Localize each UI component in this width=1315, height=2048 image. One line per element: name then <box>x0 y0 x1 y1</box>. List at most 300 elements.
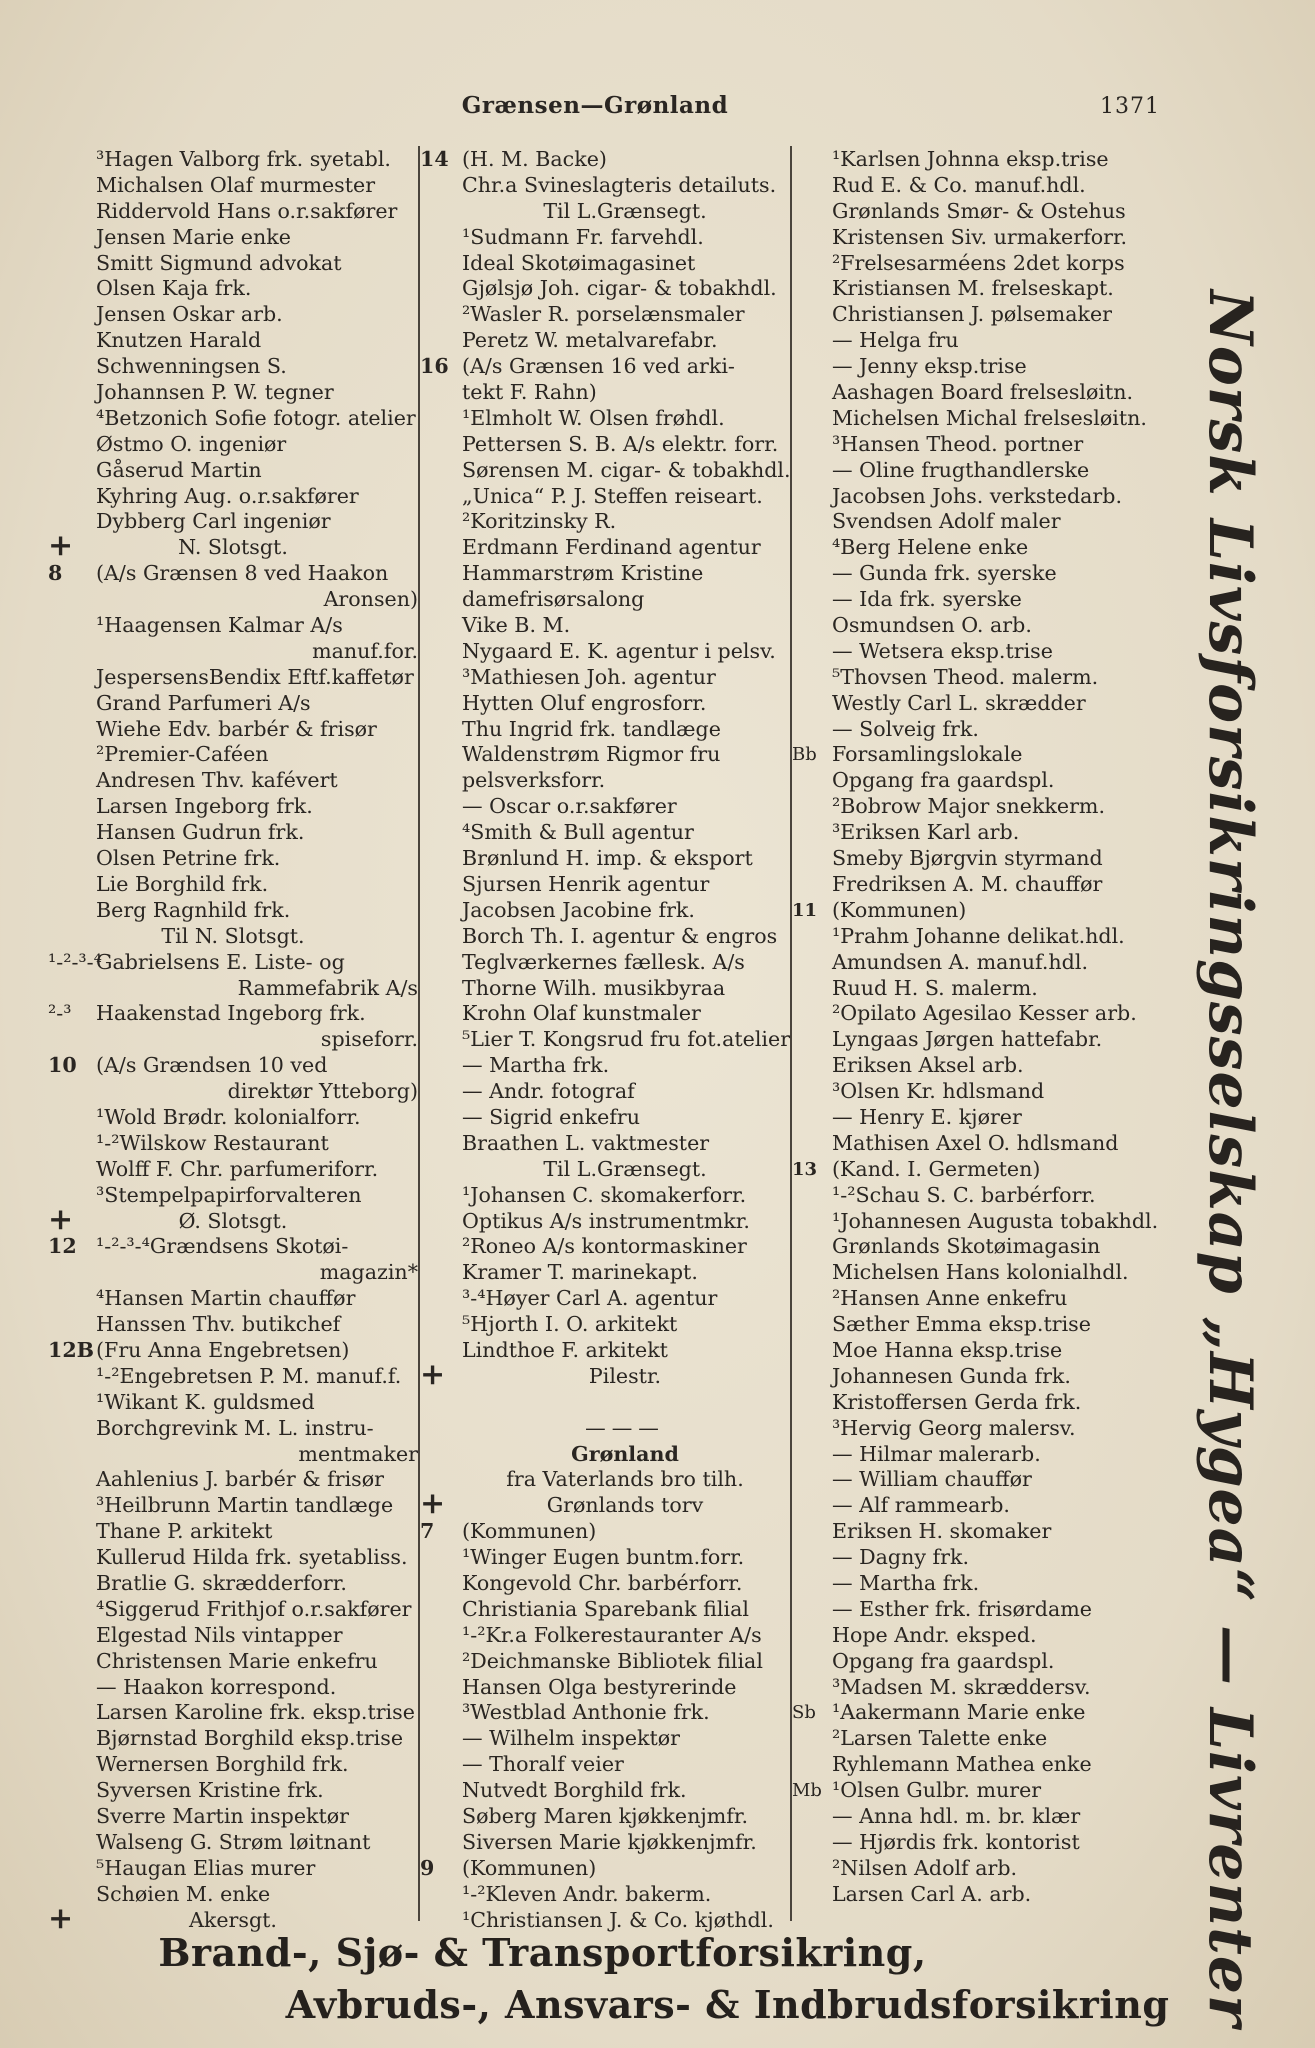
directory-entry <box>420 1338 788 1364</box>
directory-entry <box>420 1131 788 1157</box>
entry-text: Eriksen H. skomaker <box>832 1519 1052 1544</box>
entry-text: ³Hervig Georg malersv. <box>832 1415 1076 1440</box>
directory-entry <box>48 458 418 484</box>
directory-entry <box>792 1390 1162 1416</box>
directory-entry <box>792 1752 1162 1778</box>
directory-entry <box>48 276 418 302</box>
directory-entry <box>420 251 788 277</box>
entry-text: Hammarstrøm Kristine <box>462 561 704 586</box>
entry-text: (Kommunen) <box>462 1855 597 1880</box>
entry-text: Eriksen Aksel arb. <box>832 1053 1024 1078</box>
directory-entry <box>48 328 418 354</box>
entry-text: ³Eriksen Karl arb. <box>832 820 1020 845</box>
entry-text: ⁴Berg Helene enke <box>832 535 1029 560</box>
entry-text: Sverre Martin inspektør <box>96 1804 350 1828</box>
entry-text: (Kommunen) <box>832 897 967 922</box>
directory-entry <box>48 406 418 432</box>
entry-text: — Martha frk. <box>462 1053 610 1078</box>
entry-text: Johannesen Gunda frk. <box>832 1363 1071 1388</box>
directory-entry <box>48 1105 418 1131</box>
entry-text: — Hjørdis frk. kontorist <box>832 1829 1080 1854</box>
street-heading: Grønland <box>571 1441 679 1466</box>
entry-text: Grønlands torv <box>546 1493 704 1518</box>
entry-text: ³Westblad Anthonie frk. <box>462 1700 710 1725</box>
entry-text: — Martha frk. <box>832 1570 980 1595</box>
directory-entry <box>792 950 1162 976</box>
directory-entry <box>420 354 788 380</box>
directory-entry <box>792 1700 1162 1726</box>
directory-entry <box>792 1882 1162 1908</box>
directory-entry <box>792 1416 1162 1442</box>
entry-text: ²Opilato Agesilao Kesser arb. <box>832 1001 1137 1026</box>
directory-entry <box>420 1390 788 1416</box>
directory-entry <box>420 898 788 924</box>
entry-text: ¹Wikant K. guldsmed <box>96 1389 315 1414</box>
entry-text: Opgang fra gaardspl. <box>832 768 1055 793</box>
directory-entry <box>792 1442 1162 1468</box>
directory-entry <box>48 613 418 639</box>
directory-entry <box>420 1053 788 1079</box>
directory-entry <box>48 1416 418 1442</box>
directory-entry <box>420 225 788 251</box>
entry-text: Ruud H. S. malerm. <box>832 975 1038 1000</box>
entry-text: Til L.Grænsegt. <box>543 198 707 223</box>
directory-entry <box>792 976 1162 1002</box>
entry-text: Hope Andr. eksped. <box>832 1622 1037 1647</box>
directory-entry <box>792 1597 1162 1623</box>
directory-entry <box>792 1105 1162 1131</box>
entry-text: ⁵Thovsen Theod. malerm. <box>832 664 1099 689</box>
entry-text: Thorne Wilh. musikbyraa <box>462 975 726 1000</box>
directory-entry <box>420 1649 788 1675</box>
directory-entry <box>792 1027 1162 1053</box>
directory-entry <box>48 1312 418 1338</box>
entry-text: Smeby Bjørgvin styrmand <box>832 846 1103 871</box>
footer-ad-line-2: Avbruds-, Ansvars- & Indbrudsforsikring <box>285 1982 1170 2027</box>
directory-entry <box>420 1183 788 1209</box>
directory-entry <box>48 665 418 691</box>
entry-text: Kongevold Chr. barbérforr. <box>462 1570 743 1595</box>
directory-entry <box>792 1079 1162 1105</box>
directory-entry <box>420 950 788 976</box>
directory-entry <box>792 1804 1162 1830</box>
directory-entry <box>420 406 788 432</box>
entry-text: ——— <box>585 1415 665 1440</box>
directory-entry <box>792 1467 1162 1493</box>
directory-column-2 <box>420 147 791 1933</box>
house-number: 10 <box>48 1053 77 1078</box>
directory-entry <box>48 1183 418 1209</box>
directory-entry <box>792 1623 1162 1649</box>
directory-entry <box>792 587 1162 613</box>
directory-entry <box>792 1338 1162 1364</box>
directory-entry <box>792 820 1162 846</box>
directory-entry <box>420 1726 788 1752</box>
entry-text: Kullerud Hilda frk. syetabliss. <box>96 1545 408 1570</box>
entry-text: — Wilhelm inspektør <box>462 1726 681 1751</box>
entry-text: Sæther Emma eksp.trise <box>832 1312 1091 1337</box>
entry-text: (A/s Grænsen 16 ved arki- <box>462 354 735 379</box>
entry-text: Kramer T. marinekapt. <box>462 1260 698 1285</box>
directory-entry <box>48 225 418 251</box>
entry-text: Larsen Carl A. arb. <box>832 1881 1032 1906</box>
entry-text: ²Hansen Anne enkefru <box>832 1286 1068 1311</box>
directory-entry <box>420 380 788 406</box>
house-number: 8 <box>48 561 63 586</box>
entry-text: „Unica“ P. J. Steffen reiseart. <box>462 483 763 508</box>
directory-entry <box>48 872 418 898</box>
entry-text: Kristoffersen Gerda frk. <box>832 1389 1082 1414</box>
entry-text: Brønlund H. imp. & eksport <box>462 846 753 871</box>
entry-text: Aahlenius J. barbér & frisør <box>96 1467 384 1492</box>
directory-entry <box>48 1493 418 1519</box>
directory-entry <box>48 1364 418 1390</box>
directory-entry <box>48 432 418 458</box>
directory-entry <box>792 251 1162 277</box>
cross-street-marker: + <box>48 1900 74 1936</box>
entry-text: Mathisen Axel O. hdlsmand <box>832 1130 1119 1155</box>
entry-text: Amundsen A. manuf.hdl. <box>832 949 1088 974</box>
directory-entry <box>420 1700 788 1726</box>
entry-text: Nygaard E. K. agentur i pelsv. <box>462 638 776 663</box>
directory-entry <box>48 380 418 406</box>
directory-entry <box>420 717 788 743</box>
entry-text: Sjursen Henrik agentur <box>462 871 710 896</box>
entry-text: Johannsen P. W. tegner <box>96 380 334 405</box>
entry-text: ¹Christiansen J. & Co. kjøthdl. <box>462 1907 774 1932</box>
entry-text: — Wetsera eksp.trise <box>832 638 1053 663</box>
directory-entry <box>420 432 788 458</box>
directory-entry <box>792 302 1162 328</box>
directory-entry <box>420 1260 788 1286</box>
entry-text: Hytten Oluf engrosforr. <box>462 690 707 715</box>
entry-text: Svendsen Adolf maler <box>832 509 1061 534</box>
directory-entry <box>792 613 1162 639</box>
entry-text: Schwenningsen S. <box>96 354 287 379</box>
directory-entry <box>48 1286 418 1312</box>
footer-ad-line-1: Brand-, Sjø- & Transportforsikring, <box>158 1930 927 1975</box>
directory-entry <box>48 1467 418 1493</box>
directory-entry <box>792 1571 1162 1597</box>
directory-entry <box>48 1649 418 1675</box>
directory-entry <box>48 1882 418 1908</box>
directory-entry <box>420 820 788 846</box>
directory-entry <box>420 1486 788 1522</box>
entry-text: ¹-²Kleven Andr. bakerm. <box>462 1881 712 1906</box>
entry-text: ²Nilsen Adolf arb. <box>832 1855 1018 1880</box>
entry-text: Waldenstrøm Rigmor fru <box>462 742 721 767</box>
entry-text: manuf.for. <box>312 638 418 663</box>
directory-entry <box>48 1545 418 1571</box>
entry-text: Krohn Olaf kunstmaler <box>462 1001 701 1026</box>
directory-entry <box>420 199 788 225</box>
entry-text: Ø. Slotsgt. <box>178 1208 288 1233</box>
entry-text: ³Mathiesen Joh. agentur <box>462 664 716 689</box>
directory-entry <box>420 1467 788 1493</box>
directory-entry <box>48 1830 418 1856</box>
directory-entry <box>792 1286 1162 1312</box>
directory-entry <box>792 1364 1162 1390</box>
directory-entry <box>48 1079 418 1105</box>
directory-entry <box>48 1700 418 1726</box>
entry-text: ¹-²Schau S. C. barbérforr. <box>832 1182 1096 1207</box>
entry-text: Erdmann Ferdinand agentur <box>462 535 761 560</box>
directory-entry <box>420 457 791 484</box>
directory-entry <box>48 1752 418 1778</box>
cross-street-marker: + <box>48 1201 74 1237</box>
entry-text: ²Bobrow Major snekkerm. <box>832 794 1106 819</box>
entry-text: Larsen Ingeborg frk. <box>96 794 313 819</box>
entry-text: Moe Hanna eksp.trise <box>832 1337 1063 1362</box>
directory-entry <box>420 1442 788 1468</box>
directory-entry <box>792 1183 1162 1209</box>
entry-text: — Gunda frk. syerske <box>832 561 1057 586</box>
page-title: Grænsen—Grønland <box>461 92 729 119</box>
entry-text: ²Deichmanske Bibliotek filial <box>462 1648 763 1673</box>
directory-entry <box>792 380 1162 406</box>
entry-text: Hanssen Thv. butikchef <box>96 1312 341 1337</box>
entry-text: ¹Elmholt W. Olsen frøhdl. <box>462 405 725 430</box>
entry-text: ¹Sudmann Fr. farvehdl. <box>462 224 704 249</box>
directory-entry <box>48 484 418 510</box>
directory-entry <box>48 742 418 768</box>
entry-text: Knutzen Harald <box>96 328 262 353</box>
directory-entry <box>420 976 788 1002</box>
entry-text: Siversen Marie kjøkkenjmfr. <box>462 1829 757 1854</box>
directory-entry <box>420 1001 788 1027</box>
entry-text: Gåserud Martin <box>96 457 262 482</box>
entry-text: Til L.Grænsegt. <box>543 1156 707 1181</box>
entry-text: Grand Parfumeri A/s <box>96 690 311 715</box>
entry-text: ⁴Hansen Martin chauffør <box>96 1286 356 1311</box>
directory-entry <box>420 1157 788 1183</box>
vertical-advertisement <box>1195 290 1275 2028</box>
entry-text: ²Roneo A/s kontormaskiner <box>462 1234 747 1259</box>
entry-text: ¹-²Engebretsen P. M. manuf.f. <box>96 1363 402 1388</box>
directory-entry <box>48 302 418 328</box>
directory-entry <box>48 1519 418 1545</box>
directory-entry <box>48 1442 418 1468</box>
entry-text: Til N. Slotsgt. <box>161 923 305 948</box>
directory-entry <box>420 742 788 768</box>
directory-entry <box>420 1027 791 1053</box>
entry-text: Braathen L. vaktmester <box>462 1130 710 1155</box>
entry-text: Wernersen Borghild frk. <box>96 1752 349 1777</box>
entry-text: (A/s Grændsen 10 ved <box>96 1053 328 1078</box>
entry-text: Westly Carl L. skrædder <box>832 690 1086 715</box>
directory-entry <box>792 639 1162 665</box>
entry-text: ⁵Haugan Elias murer <box>96 1855 316 1880</box>
entry-text: — Dagny frk. <box>832 1545 970 1570</box>
entry-text: Pettersen S. B. A/s elektr. forr. <box>462 431 779 456</box>
entry-text: JespersensBendix Eftf.kaffetør <box>96 664 414 689</box>
directory-entry <box>420 1571 788 1597</box>
directory-entry <box>792 1312 1162 1338</box>
entry-text: (Fru Anna Engebretsen) <box>96 1337 350 1362</box>
directory-entry <box>792 717 1162 743</box>
entry-text: Rud E. & Co. manuf.hdl. <box>832 172 1086 197</box>
directory-entry <box>48 768 418 794</box>
entry-text: — Sigrid enkefru <box>462 1104 641 1129</box>
directory-entry <box>48 1001 418 1027</box>
entry-text: Ideal Skotøimagasinet <box>462 250 696 275</box>
directory-entry <box>792 1726 1162 1752</box>
entry-text: — William chauffør <box>832 1467 1032 1492</box>
directory-entry <box>48 1157 418 1183</box>
entry-text: Hansen Gudrun frk. <box>96 820 305 845</box>
entry-text: Walseng G. Strøm løitnant <box>96 1829 371 1854</box>
directory-entry <box>420 1675 788 1701</box>
directory-entry <box>48 898 418 924</box>
directory-entry <box>792 1830 1162 1856</box>
entry-text: Smitt Sigmund advokat <box>96 250 342 275</box>
directory-entry <box>420 328 788 354</box>
entry-text: ¹Olsen Gulbr. murer <box>832 1778 1042 1803</box>
directory-entry <box>420 1286 788 1312</box>
entry-text: ³Madsen M. skræddersv. <box>832 1674 1091 1699</box>
directory-entry <box>420 1778 788 1804</box>
entry-text: Pilestr. <box>588 1363 662 1388</box>
entry-text: Berg Ragnhild frk. <box>96 897 291 922</box>
directory-entry <box>420 846 788 872</box>
entry-text: Borchgrevink M. L. instru- <box>96 1415 374 1440</box>
entry-text: ¹Karlsen Johnna eksp.trise <box>832 147 1109 171</box>
entry-text: Peretz W. metalvarefabr. <box>462 328 718 353</box>
entry-text: Borch Th. I. agentur & engros <box>462 923 778 948</box>
entry-text: Forsamlingslokale <box>832 742 1023 767</box>
entry-text: ¹Johansen C. skomakerforr. <box>462 1182 747 1207</box>
entry-text: Nutvedt Borghild frk. <box>462 1778 687 1803</box>
directory-entry <box>48 1856 418 1882</box>
entry-text: ¹-²Wilskow Restaurant <box>96 1130 329 1155</box>
cross-street-marker: + <box>420 1486 446 1522</box>
directory-entry <box>792 1856 1162 1882</box>
entry-text: Syversen Kristine frk. <box>96 1778 324 1803</box>
entry-text: ⁴Siggerud Frithjof o.r.sakfører <box>96 1596 412 1621</box>
entry-text: Gabrielsens E. Liste- og <box>96 949 345 974</box>
directory-entry <box>48 509 418 535</box>
directory-entry <box>792 509 1162 535</box>
directory-entry <box>48 924 418 950</box>
directory-entry <box>792 1001 1162 1027</box>
entry-text: Elgestad Nils vintapper <box>96 1622 343 1647</box>
house-number: Mb <box>792 1780 822 1802</box>
directory-entry <box>48 717 418 743</box>
directory-entry <box>792 432 1162 458</box>
entry-text: ⁴Smith & Bull agentur <box>462 820 694 845</box>
directory-entry <box>48 1675 418 1701</box>
directory-entry <box>420 1804 788 1830</box>
directory-entry <box>420 639 788 665</box>
directory-entry <box>792 406 1162 432</box>
directory-entry <box>48 846 418 872</box>
entry-text: damefrisørsalong <box>462 587 645 612</box>
directory-entry <box>792 199 1162 225</box>
directory-entry <box>792 1519 1162 1545</box>
directory-entry <box>792 1131 1162 1157</box>
cross-street-marker: + <box>48 528 74 564</box>
directory-entry <box>420 147 788 173</box>
entry-text: Lie Borghild frk. <box>96 871 269 896</box>
entry-text: ²Koritzinsky R. <box>462 509 617 534</box>
entry-text: ³Stempelpapirforvalteren <box>96 1182 362 1207</box>
directory-entry <box>792 794 1162 820</box>
directory-entry <box>420 768 788 794</box>
directory-entry <box>48 950 418 976</box>
entry-text: Østmo O. ingeniør <box>96 431 287 456</box>
entry-text: — Solveig frk. <box>832 716 979 741</box>
entry-text: tekt F. Rahn) <box>462 380 597 405</box>
entry-text: — Helga fru <box>832 328 959 353</box>
directory-entry <box>792 924 1162 950</box>
directory-entry <box>420 794 788 820</box>
directory-entry <box>48 1131 418 1157</box>
directory-entry <box>48 794 418 820</box>
house-number: 12B <box>48 1337 95 1362</box>
directory-entry <box>792 458 1162 484</box>
entry-text: — Hilmar malerarb. <box>832 1441 1041 1466</box>
entry-text: ¹Johannesen Augusta tobakhdl. <box>832 1208 1159 1233</box>
entry-text: Thane P. arkitekt <box>96 1519 273 1544</box>
directory-entry <box>48 173 418 199</box>
directory-entry <box>48 1234 418 1260</box>
entry-text: magazin* <box>319 1260 418 1285</box>
entry-text: Jacobsen Jacobine frk. <box>462 897 695 922</box>
entry-text: ¹Winger Eugen buntm.forr. <box>462 1545 745 1570</box>
entry-text: — Oscar o.r.sakfører <box>462 794 677 819</box>
entry-text: Sørensen M. cigar- & tobakhdl. <box>462 457 791 482</box>
entry-text: Søberg Maren kjøkkenjmfr. <box>462 1804 748 1828</box>
directory-entry <box>48 528 418 564</box>
entry-text: Bratlie G. skrædderforr. <box>96 1570 347 1595</box>
entry-text: Michelsen Michal frelsesløitn. <box>832 405 1147 430</box>
directory-entry <box>420 1597 788 1623</box>
entry-text: — Jenny eksp.trise <box>832 354 1027 379</box>
entry-text: ⁵Hjorth I. O. arkitekt <box>462 1312 678 1337</box>
directory-entry <box>792 276 1162 302</box>
entry-text: Michalsen Olaf murmester <box>96 172 376 197</box>
directory-entry <box>792 328 1162 354</box>
entry-text: — Thoralf veier <box>462 1752 624 1777</box>
directory-entry <box>420 665 788 691</box>
directory-entry <box>792 1675 1162 1701</box>
entry-text: ¹Prahm Johanne delikat.hdl. <box>832 923 1125 948</box>
entry-text: — Oline frugthandlerske <box>832 457 1090 482</box>
directory-entry <box>420 1623 788 1649</box>
directory-entry <box>48 1260 418 1286</box>
directory-entry <box>48 1778 418 1804</box>
entry-text: ¹Wold Brødr. kolonialforr. <box>96 1104 361 1129</box>
directory-entry <box>792 742 1162 768</box>
entry-text: Schøien M. enke <box>96 1881 271 1906</box>
entry-text: ¹Haagensen Kalmar A/s <box>96 613 343 638</box>
entry-text: Kristiansen M. frelseskapt. <box>832 276 1114 301</box>
directory-entry <box>48 587 418 613</box>
directory-entry <box>420 872 788 898</box>
entry-text: (A/s Grænsen 8 ved Haakon <box>96 561 389 586</box>
entry-text: Jensen Marie enke <box>96 224 291 249</box>
directory-entry <box>48 1390 418 1416</box>
house-number: 11 <box>792 899 818 921</box>
directory-entry <box>420 1519 788 1545</box>
house-number: ¹-²-³-⁴ <box>48 949 102 974</box>
house-number: Bb <box>792 744 817 766</box>
entry-text: — Andr. fotograf <box>462 1079 635 1104</box>
entry-text: (H. M. Backe) <box>462 147 607 171</box>
entry-text: — Esther frk. frisørdame <box>832 1596 1092 1621</box>
entry-text: Vike B. M. <box>462 613 571 638</box>
directory-entry <box>48 691 418 717</box>
